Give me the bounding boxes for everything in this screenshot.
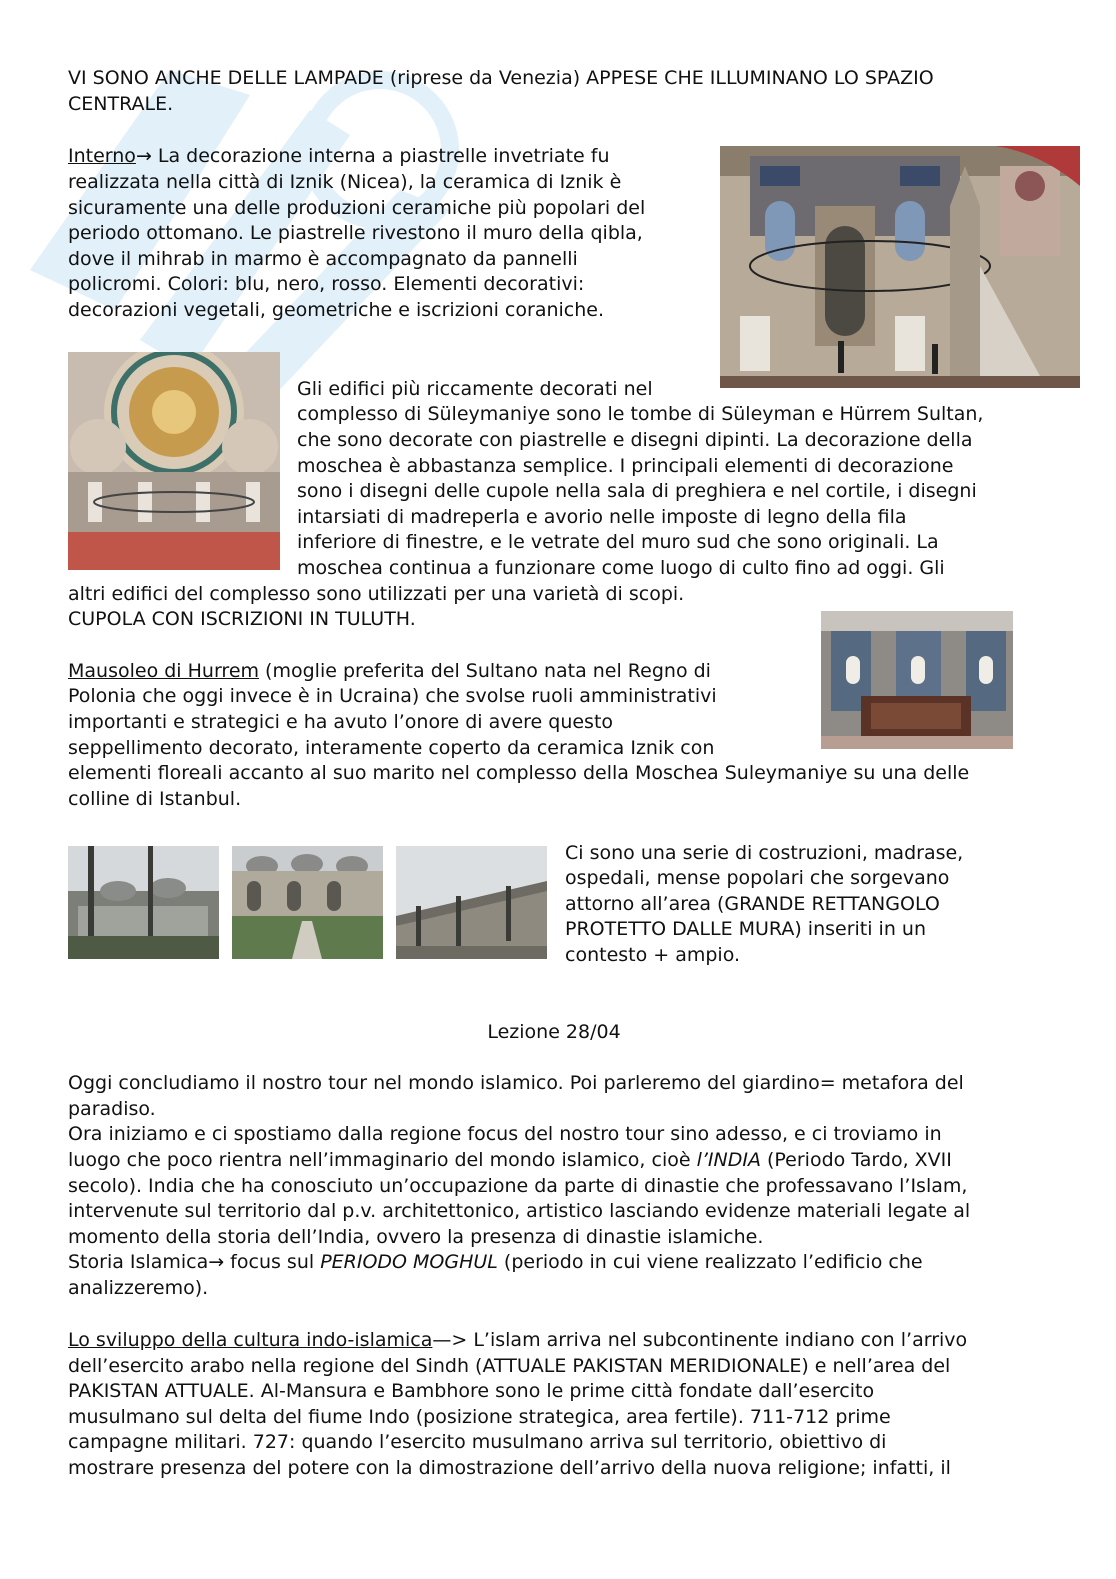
oggi-line-8: Storia Islamica→ focus sul PERIODO MOGHUL (periodo in cui viene realizzato l’edificio che: [68, 1251, 923, 1273]
intro-line-1: VI SONO ANCHE DELLE LAMPADE (riprese da Venezia) APPESE CHE ILLUMINANO LO SPAZIO: [68, 67, 934, 89]
suleymaniye-line-1: Gli edifici più riccamente decorati nel: [297, 378, 653, 400]
interno-line-1: Interno→ La decorazione interna a piastrelle invetriate fu: [68, 145, 610, 167]
oggi-line-2: paradiso.: [68, 1098, 156, 1120]
costruzioni-line-4: PROTETTO DALLE MURA) inseriti in un: [565, 918, 926, 940]
mausoleo-line-3: importanti e strategici e ha avuto l’onore di avere questo: [68, 711, 614, 733]
oggi-line-1: Oggi concludiamo il nostro tour nel mondo islamico. Poi parleremo del giardino= metafora del: [68, 1072, 964, 1094]
suleymaniye-line-10: CUPOLA CON ISCRIZIONI IN TULUTH.: [68, 608, 416, 630]
suleymaniye-line-9: altri edifici del complesso sono utilizzati per una varietà di scopi.: [68, 583, 685, 605]
sviluppo-line-6: mostrare presenza del potere con la dimostrazione dell’arrivo della nuova religione; infatti, il: [68, 1457, 951, 1479]
mausoleo-line-4: seppellimento decorato, interamente coperto da ceramica Iznik con: [68, 737, 715, 759]
interno-line-2: realizzata nella città di Iznik (Nicea), la ceramica di Iznik è: [68, 171, 622, 193]
sviluppo-line-2: dell’esercito arabo nella regione del Sindh (ATTUALE PAKISTAN MERIDIONALE) e nell’area del: [68, 1355, 951, 1377]
costruzioni-line-3: attorno all’area (GRANDE RETTANGOLO: [565, 893, 940, 915]
interno-line-3: sicuramente una delle produzioni ceramiche più popolari del: [68, 197, 646, 219]
sviluppo-line-5: campagne militari. 727: quando l’esercito musulmano arriva sul territorio, obiettivo di: [68, 1431, 887, 1453]
interno-heading: Interno: [68, 145, 136, 167]
dome-interior-photo: [68, 352, 280, 570]
sviluppo-line-3: PAKISTAN ATTUALE. Al-Mansura e Bambhore sono le prime città fondate dall’esercito: [68, 1380, 875, 1402]
suleymaniye-line-2: complesso di Süleymaniye sono le tombe di Süleyman e Hürrem Sultan,: [297, 403, 984, 425]
suleymaniye-line-8: moschea continua a funzionare come luogo di culto fino ad oggi. Gli: [297, 557, 945, 579]
oggi-line-6: intervenute sul territorio dal p.v. architettonico, artistico lasciando evidenze materiali legate al: [68, 1200, 971, 1222]
complex-photo-2: [232, 846, 383, 959]
arrow-icon: →: [208, 1251, 225, 1273]
suleymaniye-line-6: intarsiati di madreperla e avorio nelle imposte di legno della fila: [297, 506, 907, 528]
intro-line-2: CENTRALE.: [68, 93, 174, 115]
oggi-line-9: analizzeremo).: [68, 1277, 209, 1299]
mausoleo-line-2: Polonia che oggi invece è in Ucraina) che svolse ruoli amministrativi: [68, 685, 717, 707]
mosque-interior-photo: [720, 146, 1080, 388]
costruzioni-line-2: ospedali, mense popolari che sorgevano: [565, 867, 950, 889]
costruzioni-line-5: contesto + ampio.: [565, 944, 741, 966]
costruzioni-line-1: Ci sono una serie di costruzioni, madrase,: [565, 842, 964, 864]
mausoleo-line-5: elementi floreali accanto al suo marito nel complesso della Moschea Suleymaniye su una delle: [68, 762, 970, 784]
india-emphasis: l’INDIA: [696, 1149, 761, 1171]
oggi-line-3: Ora iniziamo e ci spostiamo dalla regione focus del nostro tour sino adesso, e ci troviamo in: [68, 1123, 942, 1145]
mausoleum-photo: [821, 611, 1013, 749]
mausoleo-line-6: colline di Istanbul.: [68, 788, 242, 810]
mausoleo-heading: Mausoleo di Hurrem: [68, 660, 260, 682]
moghul-emphasis: PERIODO MOGHUL: [320, 1251, 498, 1273]
lesson-title: Lezione 28/04: [487, 1021, 621, 1043]
arrow-icon: →: [135, 145, 152, 167]
suleymaniye-line-5: sono i disegni delle cupole nella sala di preghiera e nel cortile, i disegni: [297, 480, 977, 502]
complex-photo-1: [68, 846, 219, 959]
oggi-line-5: secolo). India che ha conosciuto un’occupazione da parte di dinastie che professavano l’Islam,: [68, 1175, 968, 1197]
suleymaniye-line-3: che sono decorate con piastrelle e disegni dipinti. La decorazione della: [297, 429, 973, 451]
suleymaniye-line-4: moschea è abbastanza semplice. I principali elementi di decorazione: [297, 455, 954, 477]
interno-line-5: dove il mihrab in marmo è accompagnato da pannelli: [68, 248, 578, 270]
oggi-line-7: momento della storia dell’India, ovvero la presenza di dinastie islamiche.: [68, 1226, 764, 1248]
complex-photo-3: [396, 846, 547, 959]
sviluppo-heading: Lo sviluppo della cultura indo-islamica: [68, 1329, 433, 1351]
sviluppo-line-4: musulmano sul delta del fiume Indo (posizione strategica, area fertile). 711-712 prime: [68, 1406, 891, 1428]
suleymaniye-line-7: inferiore di finestre, e le vetrate del muro sud che sono originali. La: [297, 531, 939, 553]
interno-line-7: decorazioni vegetali, geometriche e iscrizioni coraniche.: [68, 299, 604, 321]
sviluppo-line-1: Lo sviluppo della cultura indo-islamica—> L’islam arriva nel subcontinente indiano con l’arrivo: [68, 1329, 968, 1351]
interno-line-4: periodo ottomano. Le piastrelle rivestono il muro della qibla,: [68, 222, 643, 244]
interno-line-6: policromi. Colori: blu, nero, rosso. Elementi decorativi:: [68, 273, 585, 295]
oggi-line-4: luogo che poco rientra nell’immaginario del mondo islamico, cioè l’INDIA (Periodo Tardo, XVII: [68, 1149, 952, 1171]
mausoleo-line-1: Mausoleo di Hurrem (moglie preferita del Sultano nata nel Regno di: [68, 660, 711, 682]
